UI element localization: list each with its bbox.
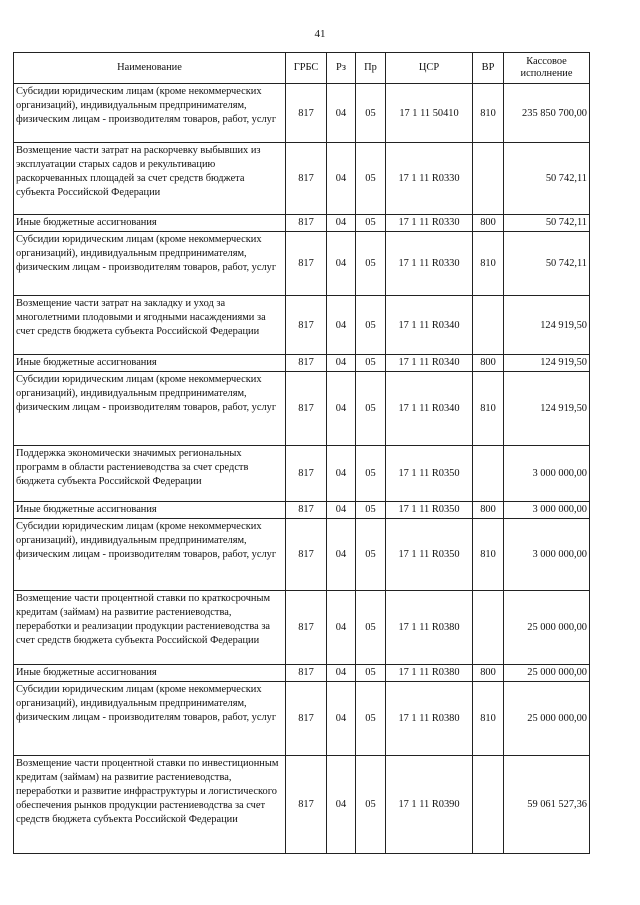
row-vr: 810 [473,372,504,446]
table-header [14,53,590,84]
row-grbs: 817 [286,143,327,215]
table-row [14,355,590,372]
row-rz: 04 [327,355,356,372]
row-rz: 04 [327,665,356,682]
row-rz: 04 [327,143,356,215]
row-vr [473,591,504,665]
page-number: 41 [314,28,326,40]
row-amount: 3 000 000,00 [504,446,590,502]
row-name: Субсидии юридическим лицам (кроме некоммерческих организаций), индивидуальным предпринимателям, физическим лицам - производителям товаров, работ, услуг [14,84,286,143]
row-rz: 04 [327,682,356,756]
table-row [14,756,590,854]
row-csr: 17 1 11 R0340 [386,372,473,446]
row-vr [473,296,504,355]
row-rz: 04 [327,215,356,232]
row-amount: 25 000 000,00 [504,665,590,682]
header-vr: ВР [473,53,504,84]
table-row [14,372,590,446]
row-grbs: 817 [286,372,327,446]
row-name: Возмещение части процентной ставки по инвестиционным кредитам (займам) на развитие растениеводства, переработки и развитие инфраструктуры и логистического обеспечения рынков продукции растениеводства за счет средств бюджета субъекта Российской Федерации [14,756,286,854]
row-amount: 50 742,11 [504,232,590,296]
table-row [14,296,590,355]
row-grbs: 817 [286,502,327,519]
row-pr: 05 [356,355,386,372]
row-amount: 25 000 000,00 [504,591,590,665]
table-row [14,143,590,215]
row-name: Возмещение части затрат на закладку и уход за многолетними плодовыми и ягодными насаждениями за счет средств бюджета субъекта Российской Федерации [14,296,286,355]
row-csr: 17 1 11 50410 [386,84,473,143]
table-row [14,519,590,591]
row-vr [473,143,504,215]
table-row [14,84,590,143]
row-vr [473,756,504,854]
row-pr: 05 [356,143,386,215]
row-grbs: 817 [286,296,327,355]
table-row [14,215,590,232]
row-grbs: 817 [286,446,327,502]
row-vr: 810 [473,232,504,296]
row-csr: 17 1 11 R0380 [386,682,473,756]
row-vr [473,446,504,502]
row-csr: 17 1 11 R0330 [386,232,473,296]
row-rz: 04 [327,296,356,355]
row-grbs: 817 [286,591,327,665]
row-name: Поддержка экономически значимых региональных программ в области растениеводства за счет средств бюджета субъекта Российской Федерации [14,446,286,502]
row-pr: 05 [356,372,386,446]
row-vr: 810 [473,682,504,756]
row-grbs: 817 [286,215,327,232]
row-csr: 17 1 11 R0330 [386,215,473,232]
row-csr: 17 1 11 R0390 [386,756,473,854]
row-rz: 04 [327,591,356,665]
row-vr: 800 [473,502,504,519]
row-name: Иные бюджетные ассигнования [14,355,286,372]
header-grbs: ГРБС [286,53,327,84]
row-vr: 800 [473,215,504,232]
table-row [14,232,590,296]
row-csr: 17 1 11 R0340 [386,355,473,372]
row-rz: 04 [327,372,356,446]
row-name: Субсидии юридическим лицам (кроме некоммерческих организаций), индивидуальным предпринимателям, физическим лицам - производителям товаров, работ, услуг [14,682,286,756]
row-grbs: 817 [286,519,327,591]
row-name: Субсидии юридическим лицам (кроме некоммерческих организаций), индивидуальным предпринимателям, физическим лицам - производителям товаров, работ, услуг [14,232,286,296]
row-grbs: 817 [286,756,327,854]
header-name: Наименование [14,53,286,84]
table-row [14,682,590,756]
row-vr: 810 [473,519,504,591]
row-pr: 05 [356,296,386,355]
row-grbs: 817 [286,665,327,682]
row-amount: 59 061 527,36 [504,756,590,854]
row-csr: 17 1 11 R0340 [386,296,473,355]
row-csr: 17 1 11 R0350 [386,502,473,519]
table-row [14,591,590,665]
row-rz: 04 [327,756,356,854]
row-amount: 50 742,11 [504,215,590,232]
row-csr: 17 1 11 R0380 [386,665,473,682]
row-grbs: 817 [286,232,327,296]
row-rz: 04 [327,446,356,502]
row-pr: 05 [356,756,386,854]
header-pr: Пр [356,53,386,84]
row-vr: 800 [473,355,504,372]
row-name: Иные бюджетные ассигнования [14,502,286,519]
row-rz: 04 [327,519,356,591]
row-csr: 17 1 11 R0380 [386,591,473,665]
row-amount: 235 850 700,00 [504,84,590,143]
row-csr: 17 1 11 R0350 [386,519,473,591]
row-rz: 04 [327,502,356,519]
row-amount: 124 919,50 [504,296,590,355]
row-amount: 124 919,50 [504,372,590,446]
row-pr: 05 [356,665,386,682]
table-row [14,502,590,519]
header-amount: Кассовое исполнение [504,53,590,84]
row-amount: 124 919,50 [504,355,590,372]
row-grbs: 817 [286,84,327,143]
row-pr: 05 [356,591,386,665]
row-pr: 05 [356,232,386,296]
row-amount: 3 000 000,00 [504,519,590,591]
row-pr: 05 [356,502,386,519]
row-pr: 05 [356,682,386,756]
row-pr: 05 [356,519,386,591]
row-amount: 50 742,11 [504,143,590,215]
row-grbs: 817 [286,355,327,372]
row-amount: 25 000 000,00 [504,682,590,756]
row-name: Иные бюджетные ассигнования [14,215,286,232]
table-row [14,665,590,682]
row-name: Возмещение части процентной ставки по краткосрочным кредитам (займам) на развитие растениеводства, переработки и реализации продукции растениеводства за счет средств бюджета субъекта Российской Федерации [14,591,286,665]
row-pr: 05 [356,446,386,502]
row-name: Субсидии юридическим лицам (кроме некоммерческих организаций), индивидуальным предпринимателям, физическим лицам - производителям товаров, работ, услуг [14,372,286,446]
row-pr: 05 [356,84,386,143]
row-name: Субсидии юридическим лицам (кроме некоммерческих организаций), индивидуальным предпринимателям, физическим лицам - производителям товаров, работ, услуг [14,519,286,591]
row-name: Возмещение части затрат на раскорчевку выбывших из эксплуатации старых садов и рекультивацию раскорчеванных площадей за счет средств бюджета субъекта Российской Федерации [14,143,286,215]
header-csr: ЦСР [386,53,473,84]
row-grbs: 817 [286,682,327,756]
table-body [14,84,590,854]
row-rz: 04 [327,232,356,296]
row-vr: 800 [473,665,504,682]
row-csr: 17 1 11 R0330 [386,143,473,215]
header-rz: Рз [327,53,356,84]
row-vr: 810 [473,84,504,143]
table-row [14,446,590,502]
budget-table [13,52,590,854]
row-amount: 3 000 000,00 [504,502,590,519]
row-csr: 17 1 11 R0350 [386,446,473,502]
row-rz: 04 [327,84,356,143]
row-pr: 05 [356,215,386,232]
row-name: Иные бюджетные ассигнования [14,665,286,682]
